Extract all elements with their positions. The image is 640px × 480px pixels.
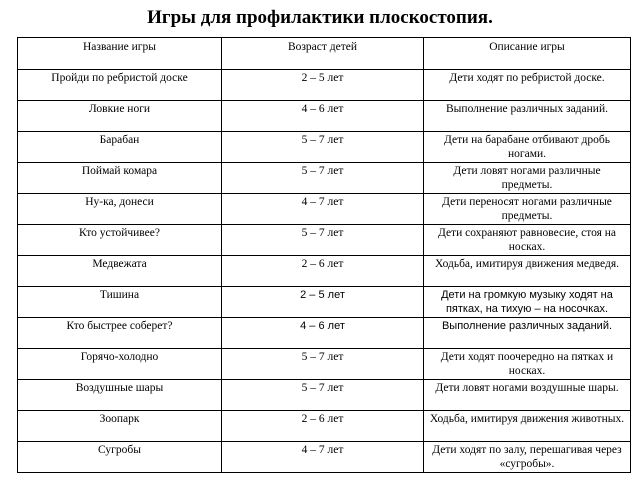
description-cell: Дети ходят по залу, перешагивая через «сугробы». bbox=[424, 442, 631, 473]
age-cell: 4 – 6 лет bbox=[222, 318, 424, 349]
game-name-cell: Пройди по ребристой доске bbox=[18, 70, 222, 101]
age-cell: 4 – 6 лет bbox=[222, 101, 424, 132]
table-row bbox=[18, 287, 631, 318]
age-cell: 2 – 6 лет bbox=[222, 411, 424, 442]
page-title: Игры для профилактики плоскостопия. bbox=[147, 7, 493, 28]
description-cell: Дети ловят ногами различные предметы. bbox=[424, 163, 631, 194]
header-game-name: Название игры bbox=[18, 38, 222, 70]
header-game-description: Описание игры bbox=[424, 38, 631, 70]
table-header-row bbox=[18, 38, 631, 70]
age-cell: 4 – 7 лет bbox=[222, 442, 424, 473]
game-name-cell: Тишина bbox=[18, 287, 222, 318]
age-cell: 5 – 7 лет bbox=[222, 163, 424, 194]
header-children-age: Возраст детей bbox=[222, 38, 424, 70]
table-row bbox=[18, 132, 631, 163]
age-cell: 2 – 5 лет bbox=[222, 287, 424, 318]
age-cell: 2 – 6 лет bbox=[222, 256, 424, 287]
description-cell: Дети ходят поочередно на пятках и носках. bbox=[424, 349, 631, 380]
description-cell: Ходьба, имитируя движения медведя. bbox=[424, 256, 631, 287]
description-cell: Ходьба, имитируя движения животных. bbox=[424, 411, 631, 442]
age-cell: 2 – 5 лет bbox=[222, 70, 424, 101]
table-row bbox=[18, 256, 631, 287]
game-name-cell: Зоопарк bbox=[18, 411, 222, 442]
age-cell: 5 – 7 лет bbox=[222, 380, 424, 411]
table-row bbox=[18, 225, 631, 256]
description-cell: Дети на громкую музыку ходят на пятках, на тихую – на носочках. bbox=[424, 287, 631, 318]
description-cell: Дети ловят ногами воздушные шары. bbox=[424, 380, 631, 411]
table-row bbox=[18, 194, 631, 225]
game-name-cell: Горячо-холодно bbox=[18, 349, 222, 380]
description-cell: Дети на барабане отбивают дробь ногами. bbox=[424, 132, 631, 163]
game-name-cell: Поймай комара bbox=[18, 163, 222, 194]
game-name-cell: Ловкие ноги bbox=[18, 101, 222, 132]
game-name-cell: Воздушные шары bbox=[18, 380, 222, 411]
table-row bbox=[18, 318, 631, 349]
table-row bbox=[18, 349, 631, 380]
table-row bbox=[18, 442, 631, 473]
description-cell: Дети ходят по ребристой доске. bbox=[424, 70, 631, 101]
description-cell: Выполнение различных заданий. bbox=[424, 101, 631, 132]
description-cell: Дети переносят ногами различные предметы. bbox=[424, 194, 631, 225]
games-table bbox=[17, 37, 631, 473]
age-cell: 5 – 7 лет bbox=[222, 132, 424, 163]
table-row bbox=[18, 163, 631, 194]
table-row bbox=[18, 380, 631, 411]
table-row bbox=[18, 411, 631, 442]
game-name-cell: Ну-ка, донеси bbox=[18, 194, 222, 225]
age-cell: 5 – 7 лет bbox=[222, 225, 424, 256]
game-name-cell: Сугробы bbox=[18, 442, 222, 473]
game-name-cell: Кто быстрее соберет? bbox=[18, 318, 222, 349]
game-name-cell: Медвежата bbox=[18, 256, 222, 287]
description-cell: Выполнение различных заданий. bbox=[424, 318, 631, 349]
age-cell: 5 – 7 лет bbox=[222, 349, 424, 380]
game-name-cell: Кто устойчивее? bbox=[18, 225, 222, 256]
description-cell: Дети сохраняют равновесие, стоя на носках. bbox=[424, 225, 631, 256]
game-name-cell: Барабан bbox=[18, 132, 222, 163]
table-row bbox=[18, 101, 631, 132]
table-row bbox=[18, 70, 631, 101]
age-cell: 4 – 7 лет bbox=[222, 194, 424, 225]
